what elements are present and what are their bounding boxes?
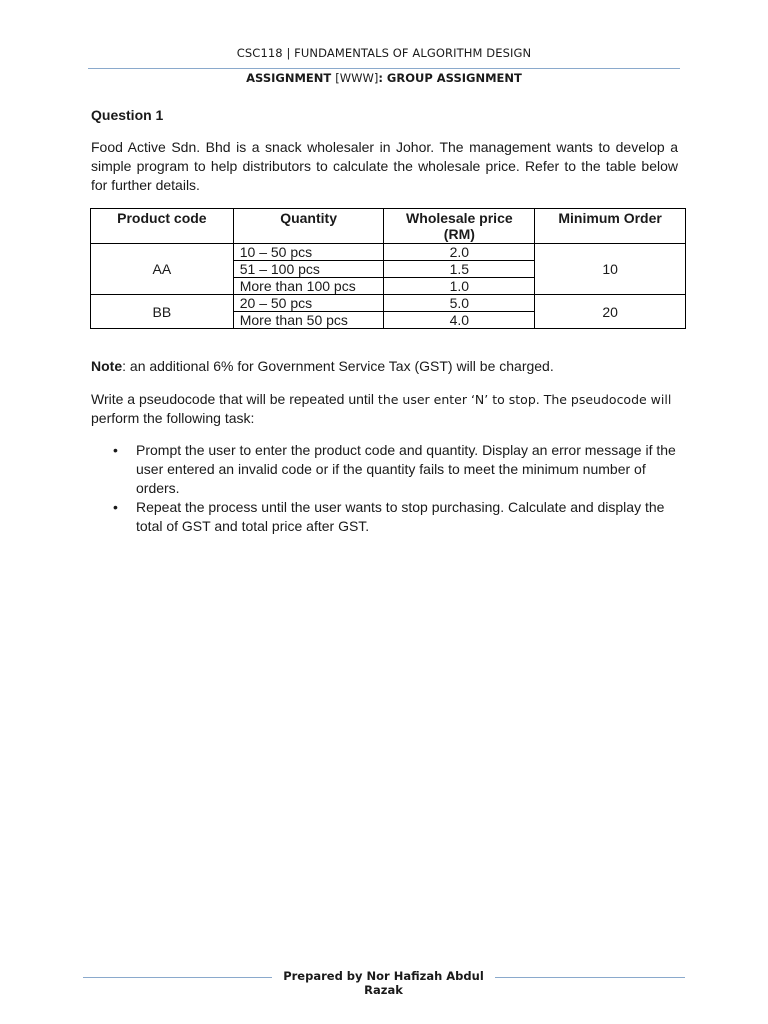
course-header: CSC118 | FUNDAMENTALS OF ALGORITHM DESIGN (236, 46, 532, 60)
table-header-row (91, 209, 686, 244)
question-title: Question 1 (91, 107, 164, 123)
table-row (91, 244, 686, 261)
footer-author: Prepared by Nor Hafizah Abdul Razak (283, 969, 484, 997)
note-text: : an additional 6% for Government Service Tax (GST) will be charged. (122, 358, 554, 374)
task-bullet-list (91, 441, 681, 536)
header-quantity: Quantity (233, 209, 384, 244)
list-item-text: Repeat the process until the user wants to stop purchasing. Calculate and display the total of GST and total price after GST. (136, 499, 665, 534)
minimum-order-cell: 10 (535, 244, 686, 295)
header-wholesale-price-line2: (RM) (443, 226, 475, 242)
quantity-cell: 51 – 100 pcs (233, 261, 384, 278)
table-row (91, 295, 686, 312)
product-code-cell: AA (91, 244, 234, 295)
product-code-cell: BB (91, 295, 234, 329)
footer-divider-right (495, 977, 685, 978)
header-divider (88, 68, 680, 69)
price-cell: 2.0 (384, 244, 535, 261)
price-cell: 1.0 (384, 278, 535, 295)
assignment-prefix: ASSIGNMENT (246, 71, 336, 85)
header-minimum-order: Minimum Order (535, 209, 686, 244)
assignment-code: [WWW] (335, 71, 379, 85)
price-table (90, 208, 686, 329)
header-wholesale-price (384, 209, 535, 244)
task-part2: the user enter ‘N’ to stop. The pseudocode will (377, 392, 672, 407)
list-item (91, 498, 681, 536)
task-instructions (91, 390, 681, 428)
question-intro: Food Active Sdn. Bhd is a snack wholesaler in Johor. The management wants to develop a simple program to help distributors to calculate the wholesale price. Refer to the table below for further details. (91, 139, 678, 193)
footer-divider-left (83, 977, 272, 978)
gst-note (91, 358, 554, 374)
list-item-text: Prompt the user to enter the product code and quantity. Display an error message if the user entered an invalid code or if the quantity fails to meet the minimum number of orders. (136, 442, 676, 496)
assignment-header (0, 71, 768, 85)
quantity-cell: More than 50 pcs (233, 312, 384, 329)
bullet-icon: • (113, 442, 118, 458)
header-product-code: Product code (91, 209, 234, 244)
task-part1: Write a pseudocode that will be repeated until (91, 391, 378, 407)
minimum-order-cell: 20 (535, 295, 686, 329)
quantity-cell: More than 100 pcs (233, 278, 384, 295)
assignment-suffix: : GROUP ASSIGNMENT (378, 71, 522, 85)
note-label: Note (91, 358, 123, 374)
header-wholesale-price-line1: Wholesale price (406, 210, 513, 226)
task-part3: perform the following task: (91, 410, 255, 426)
price-cell: 1.5 (384, 261, 535, 278)
price-cell: 5.0 (384, 295, 535, 312)
quantity-cell: 10 – 50 pcs (233, 244, 384, 261)
list-item (91, 441, 681, 498)
quantity-cell: 20 – 50 pcs (233, 295, 384, 312)
bullet-icon: • (113, 499, 118, 515)
price-cell: 4.0 (384, 312, 535, 329)
